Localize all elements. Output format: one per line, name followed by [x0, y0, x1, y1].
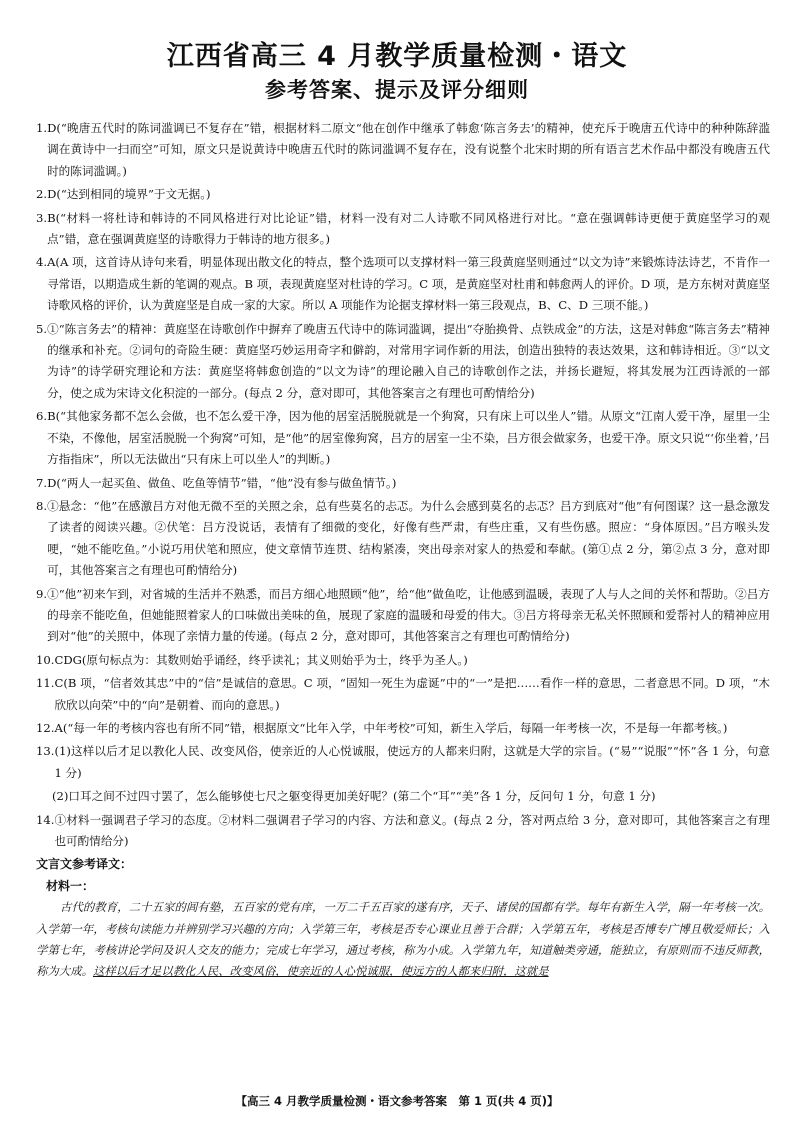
answer-number: 9. [36, 586, 48, 601]
answer-text: ①“陈言务去”的精神：黄庭坚在诗歌创作中摒弃了晚唐五代诗中的陈词滥调，提出“夺胎换骨、点铁成金”的方法，这是对韩愈“陈言务去”精神的继承和补充。②词句的奇险生硬：黄庭坚巧妙运用奇字和僻韵，对常用字词作新的用法，创造出独特的表达效果，这和韩诗相近。③“以文为诗”的诗学研究理论和方法：黄庭坚将韩愈创造的“以文为诗”的理论融入自己的诗歌创作之法，并扬长避短，将其发展为江西诗派的一部分，使之成为宋诗文化积淀的一部分。(每点 2 分，意对即可，其他答案言之有理也可酌情给分) [47, 321, 770, 400]
answer-item-12 [36, 718, 770, 739]
answer-number: 13. [36, 744, 55, 759]
translation-underlined: 这样以后才足以教化人民、改变风俗，使亲近的人心悦诚服，使远方的人都来归附，这就是 [92, 964, 549, 979]
answer-text: (1)这样以后才足以教化人民、改变风俗，使亲近的人心悦诚服，使远方的人都来归附，这就是大学的宗旨。(“易”“说服”“怀”各 1 分，句意 1 分) [54, 744, 770, 780]
answer-text: B(“材料一将杜诗和韩诗的不同风格进行对比论证”错，材料一没有对二人诗歌不同风格进行对比。“意在强调韩诗更便于黄庭坚学习的观点”错，意在强调黄庭坚的诗歌得力于韩诗的地方很多。) [47, 210, 770, 247]
answer-number: 8. [36, 498, 48, 513]
answer-number: 2. [36, 187, 48, 202]
answer-text: ①悬念：“他”在感激吕方对他无微不至的关照之余，总有些莫名的忐忑。为什么会感到莫名的忐忑？吕方到底对“他”有何图谋？这一悬念激发了读者的阅读兴趣。②伏笔：吕方没说话，表情有了细微的变化，好像有些严肃，有些庄重，又有些伤感。照应：“身体原因。”吕方喉头发哽，“她不能吃鱼。”小说巧用伏笔和照应，使文章情节连贯、结构紧凑，突出母亲对家人的热爱和奉献。(第①点 2 分，第②点 3 分，意对即可，其他答案言之有理也可酌情给分) [47, 498, 770, 578]
answer-list [36, 118, 770, 983]
page-footer: 【高三 4 月教学质量检测・语文参考答案 第 1 页(共 4 页)】 [235, 1094, 559, 1108]
answer-text: A(A 项，这首诗从诗句来看，明显体现出散文化的特点，整个选项可以支撑材料一第三段黄庭坚则通过“以文为诗”来锻炼诗法诗艺，不肯作一寻常语，以期造成生新的笔调的观点。B 项，表现黄庭坚对杜诗的学习。C 项，是黄庭坚对杜甫和韩愈两人的评价。D 项，是方东树对黄庭坚诗歌风格的评价，认为黄庭坚是自成一家的大家。所以 A 项能作为论据支撑材料一第三段观点，B、C、D 三项不能。) [47, 255, 770, 313]
answer-text: D(“达到相同的境界”于文无据。) [47, 187, 211, 202]
answer-item-8 [36, 496, 770, 582]
answer-number: 4. [36, 255, 48, 270]
page-subtitle: 参考答案、提示及评分细则 [265, 78, 529, 102]
answer-item-6 [36, 406, 770, 470]
answer-item-2 [36, 184, 770, 205]
page-title: 江西省高三 4 月教学质量检测・语文 [166, 41, 628, 72]
answer-number: 14. [36, 812, 55, 827]
answer-number: 10. [36, 652, 55, 667]
translation-heading: 文言文参考译文： [36, 857, 133, 872]
answer-number: 5. [36, 321, 48, 336]
answer-number: 11. [36, 676, 55, 691]
answer-text: ①“他”初来乍到，对省城的生活并不熟悉，而吕方细心地照顾“他”，给“他”做鱼吃，让他感到温暖，表现了人与人之间的关怀和帮助。②吕方的母亲不能吃鱼，但她能照着家人的口味做出美味的鱼，展现了家庭的温暖和母爱的伟大。③吕方将母亲无私关怀照顾和爱帮衬人的精神应用到对“他”的关照中，体现了亲情力量的传递。(每点 2 分，意对即可，其他答案言之有理也可酌情给分) [47, 586, 770, 644]
answer-item-9 [36, 584, 770, 648]
answer-item-11 [36, 673, 770, 716]
answer-number: 3. [36, 210, 48, 225]
answer-text: A(“每一年的考核内容也有所不同”错，根据原文“比年入学，中年考校”可知，新生入学后，每隔一年考核一次，不是每一年都考核。) [54, 720, 728, 735]
answer-item-13 [36, 741, 770, 784]
answer-item-5 [36, 319, 770, 405]
material-one-label: 材料一： [46, 878, 95, 893]
answer-item-1 [36, 118, 770, 182]
answer-item-7 [36, 473, 770, 494]
answer-text: C(B 项，“信者效其忠”中的“信”是诚信的意思。C 项，“固知一死生为虚诞”中的“一”是把……看作一样的意思，二者意思不同。D 项，“木欣欣以向荣”中的“向”是朝着、而向的意思。) [54, 676, 770, 712]
answer-item-3 [36, 208, 770, 251]
answer-text: D(“晚唐五代时的陈词滥调已不复存在”错，根据材料二原文“他在创作中继承了韩愈‘陈言务去’的精神，使充斥于晚唐五代诗中的种种陈辞滥调在黄诗中一扫而空”可知，原文只是说黄诗中晚唐五代时的陈词滥调不复存在，没有说整个北宋时期的所有语言艺术作品中都没有晚唐五代时的陈词滥调。) [47, 121, 770, 178]
answer-text: B(“其他家务都不怎么会做，也不怎么爱干净，因为他的居室活脱脱就是一个狗窝，只有床上可以坐人”错。从原文“江南人爱干净，屋里一尘不染，不像他，居室活脱脱一个狗窝”可知，是“他”的居室像狗窝，吕方的居室一尘不染，吕方很会做家务，也爱干净。原文只说“‘你坐着，’吕方指指床”，所以无法做出“只有床上可以坐人”的判断。) [47, 409, 770, 467]
answer-item-10 [36, 650, 770, 671]
answer-number: 1. [36, 121, 48, 135]
translation-text [36, 897, 770, 983]
answer-item-14 [36, 810, 770, 853]
answer-text: ①材料一强调君子学习的态度。②材料二强调君子学习的内容、方法和意义。(每点 2 分，答对两点给 3 分，意对即可，其他答案言之有理也可酌情给分) [54, 812, 770, 848]
translation-body: 古代的教育，二十五家的闾有塾，五百家的党有庠，一万二千五百家的遂有序，天子、诸侯的国都有学。每年有新生入学，隔一年考核一次。入学第一年，考核句读能力并辨别学习兴趣的方向；入学第三年，考核是否专心课业且善于合群；入学第五年，考核是否博专广博且敬爱师长；入学第七年，考核讲论学问及识人交友的能力；完成七年学习，通过考核，称为小成。入学第九年，知道触类旁通，能独立，有原则而不违反师教，称为大成。 [36, 900, 770, 979]
answer-item-4 [36, 252, 770, 316]
answer-text: D(“两人一起买鱼、做鱼、吃鱼等情节”错，“他”没有参与做鱼情节。) [47, 475, 397, 490]
answer-number: 6. [36, 409, 48, 424]
answer-number: 12. [36, 720, 55, 735]
answer-text: CDG(原句标点为：其数则始乎诵经，终乎读礼；其义则始乎为士，终乎为圣人。) [54, 652, 468, 667]
answer-number: 7. [36, 475, 48, 490]
answer-item-13-part-2: (2)口耳之间不过四寸罢了，怎么能够使七尺之躯变得更加美好呢？(第二个“耳”“美”各 1 分，反问句 1 分，句意 1 分) [52, 789, 656, 804]
